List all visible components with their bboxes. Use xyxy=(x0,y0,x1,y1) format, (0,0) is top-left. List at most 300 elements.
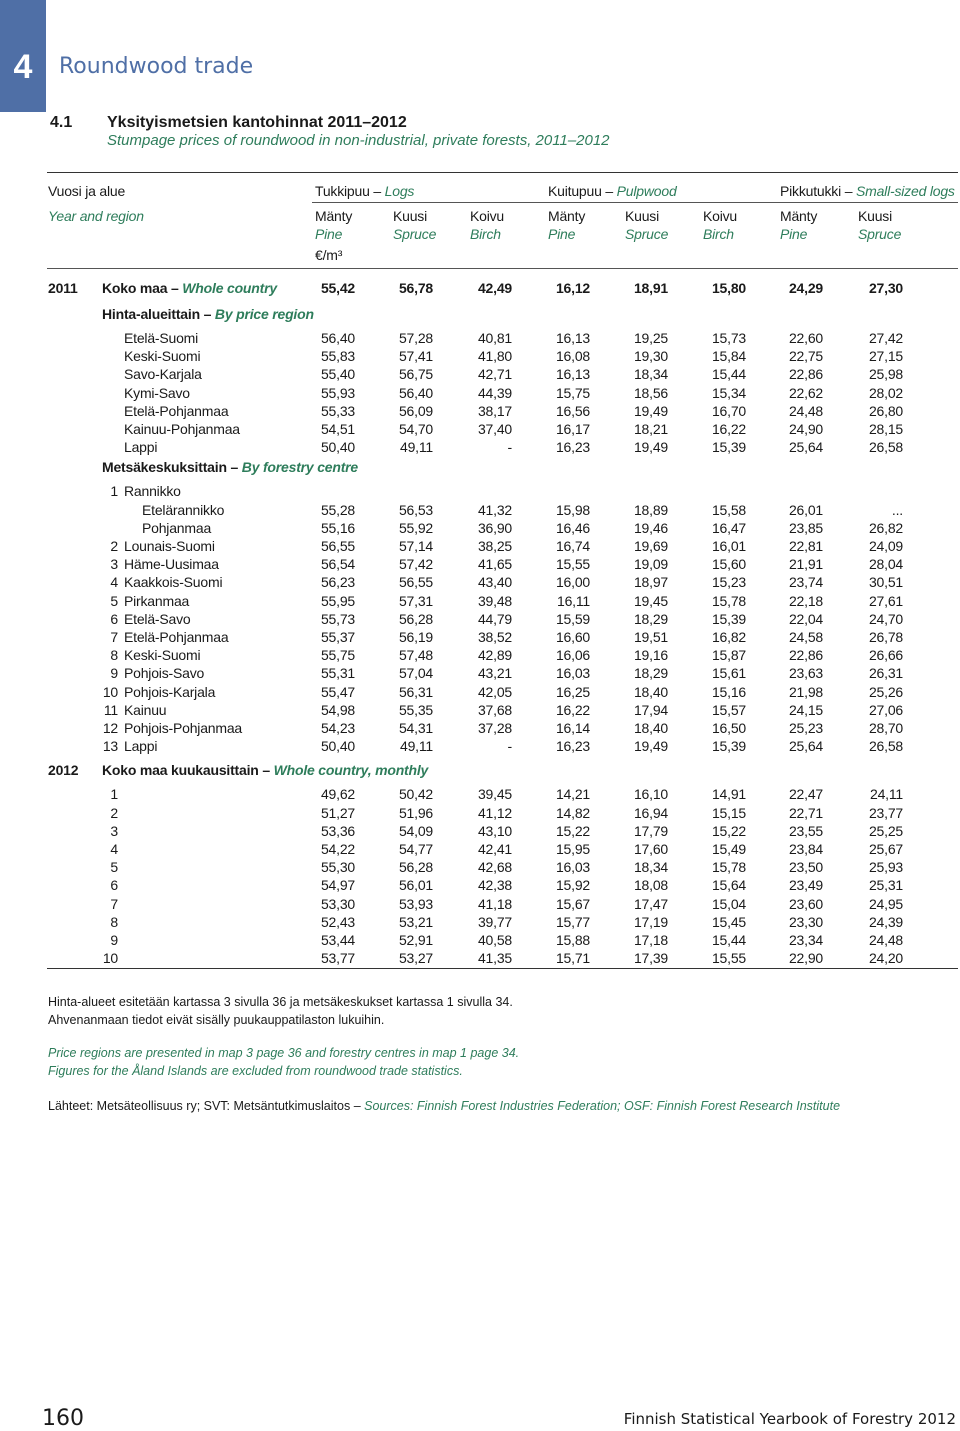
table-cell: 23,77 xyxy=(868,804,903,821)
table-cell: 15,60 xyxy=(711,556,746,573)
table-cell: 53,93 xyxy=(398,895,433,912)
row-label: Lappi xyxy=(124,738,158,755)
table-cell: 14,82 xyxy=(555,804,590,821)
table-cell: 57,04 xyxy=(398,665,433,682)
species-header-en: Pine xyxy=(548,226,576,242)
table-cell: 27,42 xyxy=(868,330,903,346)
table-cell: 15,45 xyxy=(711,913,746,930)
table-cell: 24,39 xyxy=(868,913,903,930)
table-cell: 23,55 xyxy=(788,822,823,839)
header-group-rule xyxy=(312,202,958,203)
species-header-en: Spruce xyxy=(858,226,902,242)
table-bottom-rule xyxy=(47,968,958,969)
table-cell: 23,30 xyxy=(788,913,823,930)
group-header-fi: Kuitupuu – xyxy=(548,183,613,199)
table-cell: 21,91 xyxy=(788,556,823,573)
row-number: 4 xyxy=(110,841,118,857)
table-cell: 56,40 xyxy=(398,384,433,401)
note-en-2: Figures for the Åland Islands are excluded from roundwood trade statistics. xyxy=(48,1064,463,1078)
section-label-en: By price region xyxy=(214,306,314,322)
row-number: 6 xyxy=(110,610,118,627)
table-cell: 19,16 xyxy=(633,647,668,664)
group-header xyxy=(780,182,955,200)
table-cell: 23,50 xyxy=(788,859,823,876)
table-cell: 28,02 xyxy=(868,384,903,401)
table-cell: 50,40 xyxy=(320,439,355,456)
section-label-en: By forestry centre xyxy=(241,459,359,476)
stub-header-en: Year and region xyxy=(48,208,144,224)
table-cell: 56,75 xyxy=(398,366,433,383)
table-cell: 22,81 xyxy=(788,538,823,554)
table-cell: 19,51 xyxy=(633,629,668,645)
table-cell: 26,82 xyxy=(868,519,903,536)
table-cell: 25,23 xyxy=(788,720,823,736)
table-cell: 16,06 xyxy=(555,647,590,664)
table-cell: 19,46 xyxy=(633,519,668,536)
table-cell: 52,43 xyxy=(320,913,355,930)
table-cell: 14,91 xyxy=(711,786,746,803)
table-cell: 55,92 xyxy=(398,519,433,536)
table-cell: 19,30 xyxy=(633,348,668,365)
table-title-en: Stumpage prices of roundwood in non-industrial, private forests, 2011–2012 xyxy=(107,132,610,149)
species-header-fi: Kuusi xyxy=(393,208,428,224)
table-cell: 54,31 xyxy=(398,720,433,736)
table-cell: 15,55 xyxy=(711,950,746,967)
row-number: 6 xyxy=(110,877,118,894)
table-cell: 55,30 xyxy=(320,859,355,876)
table-cell: 16,23 xyxy=(555,439,590,456)
table-cell: 27,61 xyxy=(868,592,903,609)
table-cell: 23,84 xyxy=(788,841,823,857)
table-cell: 30,51 xyxy=(868,574,903,591)
table-cell: 18,97 xyxy=(633,574,668,591)
table-cell: 26,58 xyxy=(868,738,903,755)
table-cell: 16,56 xyxy=(555,402,590,419)
table-cell: 15,39 xyxy=(711,610,746,627)
table-cell: 15,22 xyxy=(711,822,746,839)
section-label-fi: Hinta-alueittain – xyxy=(102,306,212,322)
table-cell: 15,78 xyxy=(711,592,746,609)
row-label: Pohjois-Pohjanmaa xyxy=(124,720,243,736)
row-label: Etelä-Pohjanmaa xyxy=(124,402,229,419)
table-cell: 56,19 xyxy=(398,629,433,645)
table-cell: 15,39 xyxy=(711,439,746,456)
table-cell: 42,49 xyxy=(477,280,512,296)
table-cell: 25,93 xyxy=(868,859,903,876)
table-cell: 16,94 xyxy=(633,804,668,821)
table-cell: 55,28 xyxy=(320,501,355,518)
table-cell: 16,00 xyxy=(555,574,590,591)
table-cell: 16,03 xyxy=(555,665,590,682)
table-cell: 16,11 xyxy=(557,592,590,609)
row-label: Etelä-Pohjanmaa xyxy=(124,629,229,645)
table-cell: 17,18 xyxy=(633,932,668,948)
table-cell: 22,86 xyxy=(788,366,823,383)
row-label: Kaakkois-Suomi xyxy=(124,574,223,591)
table-title-fi: Yksityismetsien kantohinnat 2011–2012 xyxy=(107,114,407,131)
section-label-en: Whole country, monthly xyxy=(273,762,429,779)
table-cell: 18,29 xyxy=(633,665,668,682)
table-cell: 18,40 xyxy=(633,720,668,736)
row-label: Etelärannikko xyxy=(142,501,225,518)
table-cell: 16,70 xyxy=(711,402,746,419)
table-cell: 54,51 xyxy=(320,421,355,437)
table-cell: 16,12 xyxy=(555,280,590,296)
table-cell: 24,15 xyxy=(788,701,823,718)
group-header-en: Logs xyxy=(384,183,415,199)
table-cell: 17,19 xyxy=(633,913,668,930)
table-cell: 55,73 xyxy=(320,610,355,627)
row-number: 10 xyxy=(102,950,118,967)
row-label xyxy=(102,279,277,297)
table-cell: 40,81 xyxy=(477,330,512,346)
table-cell: 55,35 xyxy=(398,701,433,718)
table-cell: 41,35 xyxy=(477,950,512,967)
row-number: 8 xyxy=(110,913,118,930)
table-cell: 15,67 xyxy=(555,895,590,912)
table-cell: - xyxy=(507,738,512,755)
table-cell: 15,55 xyxy=(555,556,590,573)
row-number: 1 xyxy=(110,786,118,803)
row-number: 7 xyxy=(110,629,118,645)
table-cell: 56,40 xyxy=(320,330,355,346)
table-cell: 56,28 xyxy=(398,610,433,627)
species-header-fi: Koivu xyxy=(703,208,738,224)
section-label xyxy=(102,761,428,779)
table-cell: 26,66 xyxy=(868,647,903,664)
row-label: Pohjois-Karjala xyxy=(124,683,216,700)
table-cell: 19,69 xyxy=(633,538,668,554)
table-cell: 24,09 xyxy=(868,538,903,554)
table-cell: 38,52 xyxy=(477,629,512,645)
row-number: 4 xyxy=(110,574,118,591)
unit-label: €/m³ xyxy=(315,247,343,263)
table-cell: 55,83 xyxy=(320,348,355,365)
section-label-fi: Metsäkeskuksittain – xyxy=(102,459,239,476)
row-year: 2012 xyxy=(48,762,79,779)
table-cell: 54,77 xyxy=(398,841,433,857)
table-cell: 16,14 xyxy=(555,720,590,736)
table-cell: 27,30 xyxy=(868,280,903,296)
header-bottom-rule xyxy=(47,268,958,269)
species-header-fi: Mänty xyxy=(780,208,818,224)
table-cell: 53,27 xyxy=(398,950,433,967)
table-cell: 19,49 xyxy=(633,439,668,456)
table-cell: 25,31 xyxy=(868,877,903,894)
table-cell: 18,56 xyxy=(633,384,668,401)
row-number: 5 xyxy=(110,859,118,876)
table-cell: 53,30 xyxy=(320,895,355,912)
species-header-fi: Kuusi xyxy=(625,208,660,224)
table-cell: 26,01 xyxy=(788,501,823,518)
table-cell: 39,48 xyxy=(477,592,512,609)
table-cell: 24,20 xyxy=(868,950,903,967)
species-header-en: Spruce xyxy=(625,226,669,242)
row-number: 2 xyxy=(110,804,118,821)
table-cell: 56,28 xyxy=(398,859,433,876)
table-cell: 57,42 xyxy=(398,556,433,573)
table-cell: 49,62 xyxy=(320,786,355,803)
table-cell: 15,34 xyxy=(711,384,746,401)
table-cell: 55,42 xyxy=(320,280,355,296)
row-label: Etelä-Savo xyxy=(124,610,191,627)
table-cell: 15,23 xyxy=(711,574,746,591)
table-cell: 57,14 xyxy=(398,538,433,554)
table-cell: 15,64 xyxy=(711,877,746,894)
table-cell: 26,80 xyxy=(868,402,903,419)
species-header-fi: Kuusi xyxy=(858,208,893,224)
row-number: 3 xyxy=(110,822,118,839)
row-label: Lounais-Suomi xyxy=(124,538,215,554)
group-header xyxy=(315,182,414,200)
table-cell: 54,09 xyxy=(398,822,433,839)
table-cell: 15,39 xyxy=(711,738,746,755)
table-cell: 52,91 xyxy=(398,932,433,948)
table-cell: 16,13 xyxy=(555,366,590,383)
table-cell: 18,91 xyxy=(633,280,668,296)
table-cell: 16,23 xyxy=(555,738,590,755)
table-cell: 15,80 xyxy=(711,280,746,296)
row-label: Kymi-Savo xyxy=(124,384,190,401)
sources-fi: Lähteet: Metsäteollisuus ry; SVT: Metsäntutkimuslaitos – xyxy=(48,1099,361,1113)
table-cell: 15,16 xyxy=(711,683,746,700)
table-cell: 37,40 xyxy=(477,421,512,437)
species-header-en: Birch xyxy=(703,226,734,242)
table-cell: 25,67 xyxy=(868,841,903,857)
table-cell: 16,82 xyxy=(711,629,746,645)
table-cell: 57,28 xyxy=(398,330,433,346)
table-cell: 18,21 xyxy=(633,421,668,437)
table-cell: 24,11 xyxy=(870,786,903,803)
table-cell: 22,75 xyxy=(788,348,823,365)
table-cell: 53,21 xyxy=(398,913,433,930)
table-cell: 56,78 xyxy=(398,280,433,296)
table-cell: 16,50 xyxy=(711,720,746,736)
table-cell: 23,63 xyxy=(788,665,823,682)
row-label: Kainuu-Pohjanmaa xyxy=(124,421,240,437)
table-cell: 16,10 xyxy=(633,786,668,803)
table-cell: 16,08 xyxy=(555,348,590,365)
species-header-fi: Koivu xyxy=(470,208,505,224)
table-cell: 17,60 xyxy=(633,841,668,857)
table-cell: 16,17 xyxy=(555,421,590,437)
table-cell: 16,74 xyxy=(555,538,590,554)
table-cell: 56,54 xyxy=(320,556,355,573)
table-cell: 17,79 xyxy=(633,822,668,839)
row-label: Pohjois-Savo xyxy=(124,665,205,682)
sources-line xyxy=(48,1097,840,1115)
table-cell: 55,75 xyxy=(320,647,355,664)
table-cell: 57,41 xyxy=(398,348,433,365)
table-cell: 26,31 xyxy=(868,665,903,682)
row-label: Etelä-Suomi xyxy=(124,330,199,346)
table-cell: 56,31 xyxy=(398,683,433,700)
table-cell: 50,40 xyxy=(320,738,355,755)
table-cell: 25,26 xyxy=(868,683,903,700)
table-cell: 51,96 xyxy=(398,804,433,821)
row-number: 5 xyxy=(110,592,118,609)
table-cell: 19,09 xyxy=(633,556,668,573)
table-cell: 16,60 xyxy=(555,629,590,645)
table-cell: 15,88 xyxy=(555,932,590,948)
table-cell: 19,25 xyxy=(633,330,668,346)
table-cell: 16,22 xyxy=(555,701,590,718)
table-cell: 16,13 xyxy=(555,330,590,346)
table-cell: 43,40 xyxy=(477,574,512,591)
chapter-number: 4 xyxy=(13,48,33,86)
table-cell: 37,28 xyxy=(477,720,512,736)
table-cell: 16,25 xyxy=(555,683,590,700)
note-fi-2: Ahvenanmaan tiedot eivät sisälly puukauppatilaston lukuihin. xyxy=(48,1013,385,1027)
table-cell: 24,90 xyxy=(788,421,823,437)
table-cell: 43,10 xyxy=(477,822,512,839)
table-cell: 57,48 xyxy=(398,647,433,664)
table-cell: 37,68 xyxy=(477,701,512,718)
row-label: Häme-Uusimaa xyxy=(124,556,219,573)
table-cell: 18,29 xyxy=(633,610,668,627)
table-cell: 15,75 xyxy=(555,384,590,401)
table-cell: 54,98 xyxy=(320,701,355,718)
row-label: Lappi xyxy=(124,439,158,456)
table-cell: 43,21 xyxy=(477,665,512,682)
table-cell: 55,93 xyxy=(320,384,355,401)
section-label-fi: Koko maa kuukausittain – xyxy=(102,762,270,779)
table-cell: 54,70 xyxy=(398,421,433,437)
table-cell: 42,89 xyxy=(477,647,512,664)
table-cell: 41,32 xyxy=(477,501,512,518)
row-label: Rannikko xyxy=(124,483,181,500)
species-header-en: Pine xyxy=(315,226,343,242)
table-cell: 50,42 xyxy=(398,786,433,803)
table-cell: ... xyxy=(891,501,903,518)
table-cell: 24,95 xyxy=(868,895,903,912)
row-label: Kainuu xyxy=(124,701,167,718)
table-cell: 15,78 xyxy=(711,859,746,876)
table-cell: 56,23 xyxy=(320,574,355,591)
table-cell: 27,06 xyxy=(868,701,903,718)
table-cell: 18,34 xyxy=(633,366,668,383)
table-cell: 25,64 xyxy=(788,738,823,755)
table-cell: 25,64 xyxy=(788,439,823,456)
table-cell: 25,25 xyxy=(868,822,903,839)
chapter-tab xyxy=(0,0,46,112)
species-header-en: Spruce xyxy=(393,226,437,242)
table-cell: 19,49 xyxy=(633,738,668,755)
species-header-en: Pine xyxy=(780,226,808,242)
row-number: 2 xyxy=(110,538,118,554)
table-cell: 42,41 xyxy=(477,841,512,857)
table-cell: 19,49 xyxy=(633,402,668,419)
table-cell: 15,04 xyxy=(711,895,746,912)
table-cell: 24,29 xyxy=(788,280,823,296)
table-cell: 22,18 xyxy=(788,592,823,609)
table-cell: 26,58 xyxy=(868,439,903,456)
table-cell: 55,37 xyxy=(320,629,355,645)
table-cell: 54,97 xyxy=(320,877,355,894)
row-label: Pirkanmaa xyxy=(124,592,190,609)
table-cell: 15,87 xyxy=(711,647,746,664)
table-cell: 16,22 xyxy=(711,421,746,437)
table-cell: 22,62 xyxy=(788,384,823,401)
group-header xyxy=(548,182,677,200)
note-fi-1: Hinta-alueet esitetään kartassa 3 sivulla 36 ja metsäkeskukset kartassa 1 sivulla 34. xyxy=(48,995,513,1009)
row-number: 9 xyxy=(110,665,118,682)
table-cell: 15,77 xyxy=(555,913,590,930)
row-label: Pohjanmaa xyxy=(142,519,212,536)
table-cell: 23,34 xyxy=(788,932,823,948)
table-cell: 24,48 xyxy=(788,402,823,419)
table-cell: 24,58 xyxy=(788,629,823,645)
table-number: 4.1 xyxy=(50,114,73,131)
row-label: Keski-Suomi xyxy=(124,647,201,664)
table-cell: 38,25 xyxy=(477,538,512,554)
table-cell: 24,70 xyxy=(868,610,903,627)
group-header-fi: Tukkipuu – xyxy=(315,183,381,199)
species-header-fi: Mänty xyxy=(315,208,353,224)
table-cell: 23,60 xyxy=(788,895,823,912)
table-cell: 55,95 xyxy=(320,592,355,609)
table-cell: 18,34 xyxy=(633,859,668,876)
sources-en: Sources: Finnish Forest Industries Federation; OSF: Finnish Forest Research Institute xyxy=(364,1099,841,1113)
table-cell: 41,65 xyxy=(477,556,512,573)
table-cell: 15,22 xyxy=(555,822,590,839)
book-title: Finnish Statistical Yearbook of Forestry 2012 xyxy=(623,1410,956,1428)
table-cell: 15,58 xyxy=(711,501,746,518)
row-number: 9 xyxy=(110,932,118,948)
table-cell: 15,44 xyxy=(711,366,746,383)
table-cell: 49,11 xyxy=(400,439,433,456)
row-year: 2011 xyxy=(48,280,78,296)
table-cell: 28,04 xyxy=(868,556,903,573)
species-header-en: Birch xyxy=(470,226,501,242)
table-cell: 16,47 xyxy=(711,519,746,536)
group-header-en: Pulpwood xyxy=(616,183,677,199)
table-cell: 22,90 xyxy=(788,950,823,967)
table-cell: 56,53 xyxy=(398,501,433,518)
table-cell: 16,46 xyxy=(555,519,590,536)
table-cell: 18,89 xyxy=(633,501,668,518)
table-cell: 15,73 xyxy=(711,330,746,346)
table-cell: 55,47 xyxy=(320,683,355,700)
table-cell: 54,23 xyxy=(320,720,355,736)
row-label-en: Whole country xyxy=(182,280,277,296)
table-cell: 15,49 xyxy=(711,841,746,857)
table-cell: 15,84 xyxy=(711,348,746,365)
table-cell: 36,90 xyxy=(477,519,512,536)
table-cell: 16,03 xyxy=(555,859,590,876)
table-cell: 17,47 xyxy=(633,895,668,912)
table-cell: 49,11 xyxy=(400,738,433,755)
row-number: 3 xyxy=(110,556,118,573)
row-number: 13 xyxy=(102,738,118,755)
table-cell: 53,36 xyxy=(320,822,355,839)
row-number: 7 xyxy=(110,895,118,912)
table-cell: 22,60 xyxy=(788,330,823,346)
table-cell: 41,12 xyxy=(477,804,512,821)
row-number: 8 xyxy=(110,647,118,664)
table-cell: 17,94 xyxy=(633,701,668,718)
table-cell: - xyxy=(507,439,512,456)
stub-header-fi: Vuosi ja alue xyxy=(48,183,126,199)
note-en-1: Price regions are presented in map 3 page 36 and forestry centres in map 1 page 34. xyxy=(48,1046,520,1060)
table-cell: 22,71 xyxy=(788,804,823,821)
table-cell: 26,78 xyxy=(868,629,903,645)
table-cell: 22,86 xyxy=(788,647,823,664)
table-cell: 42,71 xyxy=(477,366,512,383)
row-label: Savo-Karjala xyxy=(124,366,202,383)
table-cell: 23,49 xyxy=(788,877,823,894)
table-cell: 15,57 xyxy=(711,701,746,718)
